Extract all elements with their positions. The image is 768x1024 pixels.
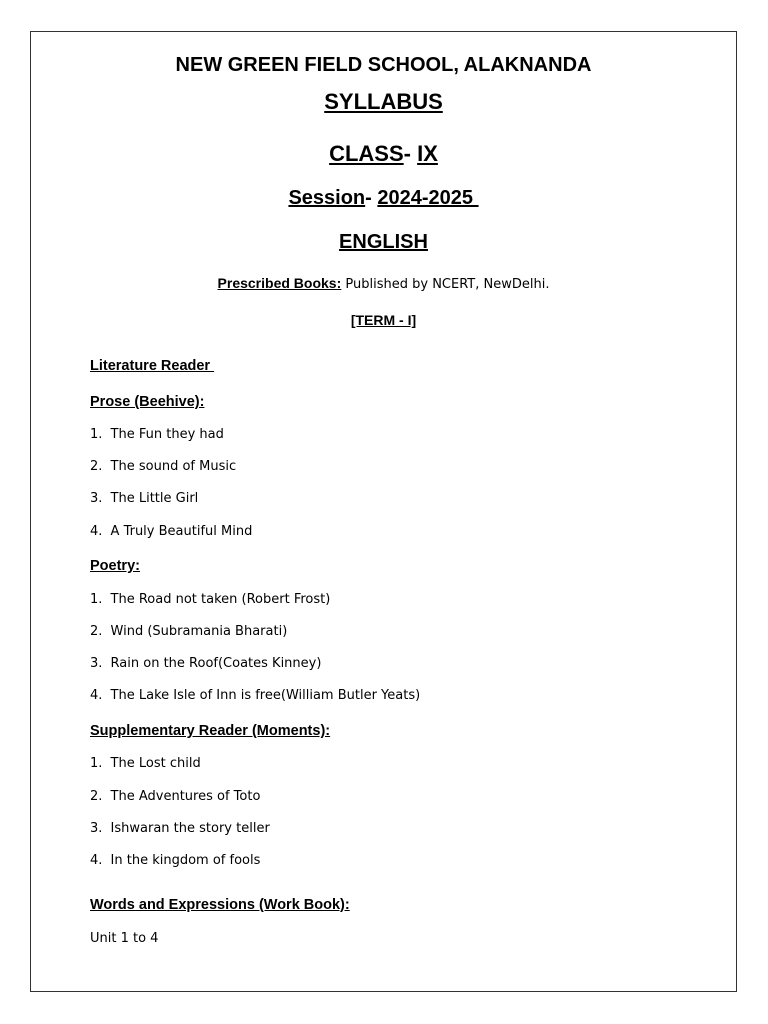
term-label: [TERM - I]: [350, 312, 417, 328]
list-item-number: 1.: [90, 756, 103, 771]
list-item: [90, 592, 330, 607]
session-line: [30, 187, 737, 210]
session-separator: -: [365, 187, 378, 209]
class-label: CLASS: [329, 141, 404, 166]
workbook-units-text: Unit 1 to 4: [90, 931, 159, 946]
prescribed-books-label: Prescribed Books: [217, 275, 337, 291]
list-item-text: A Truly Beautiful Mind: [110, 524, 253, 539]
list-item-text: The Lost child: [110, 756, 201, 771]
list-item: [90, 427, 224, 442]
list-item-text: In the kingdom of fools: [110, 853, 261, 868]
subject-title: ENGLISH: [339, 231, 428, 253]
poetry-heading: Poetry:: [90, 558, 140, 574]
session-value: 2024-2025: [377, 187, 479, 209]
list-item-text: Wind (Subramania Bharati): [110, 624, 288, 639]
list-item-text: The sound of Music: [110, 459, 237, 474]
list-item-text: The Road not taken (Robert Frost): [110, 592, 331, 607]
list-item-number: 3.: [90, 821, 103, 836]
list-item-number: 2.: [90, 459, 103, 474]
list-item: [90, 656, 321, 671]
list-item: [90, 821, 270, 836]
prescribed-books-line: [30, 275, 737, 292]
list-item-number: 3.: [90, 491, 103, 506]
list-item: [90, 524, 252, 539]
list-item-number: 1.: [90, 592, 103, 607]
list-item-text: The Fun they had: [110, 427, 224, 442]
list-item-number: 2.: [90, 624, 103, 639]
list-item-text: The Lake Isle of Inn is free(William Butler Yeats): [110, 688, 421, 703]
list-item-number: 4.: [90, 853, 103, 868]
list-item-number: 4.: [90, 688, 103, 703]
class-value: IX: [417, 141, 438, 166]
list-item: [90, 756, 201, 771]
list-item-text: The Little Girl: [110, 491, 199, 506]
list-item-number: 1.: [90, 427, 103, 442]
prose-heading: Prose (Beehive):: [90, 394, 205, 410]
class-line: [30, 141, 737, 167]
prescribed-books-text: Published by NCERT, NewDelhi.: [341, 277, 550, 292]
page-border: [30, 31, 737, 992]
list-item: [90, 789, 260, 804]
prescribed-books-colon: :: [336, 275, 342, 291]
literature-reader-heading: Literature Reader: [90, 358, 215, 374]
list-item: [90, 688, 420, 703]
list-item-number: 4.: [90, 524, 103, 539]
list-item: [90, 491, 198, 506]
class-separator: -: [403, 141, 418, 166]
list-item-number: 3.: [90, 656, 103, 671]
list-item-text: Ishwaran the story teller: [110, 821, 270, 836]
workbook-heading: Words and Expressions (Work Book):: [90, 897, 350, 913]
school-name: NEW GREEN FIELD SCHOOL, ALAKNANDA: [175, 54, 592, 76]
list-item-text: The Adventures of Toto: [110, 789, 261, 804]
list-item: [90, 624, 287, 639]
session-label: Session: [288, 187, 366, 209]
list-item: [90, 459, 236, 474]
supplementary-reader-heading: Supplementary Reader (Moments):: [90, 723, 331, 739]
doc-title: SYLLABUS: [324, 89, 443, 114]
list-item-text: Rain on the Roof(Coates Kinney): [110, 656, 322, 671]
list-item: [90, 853, 260, 868]
list-item-number: 2.: [90, 789, 103, 804]
